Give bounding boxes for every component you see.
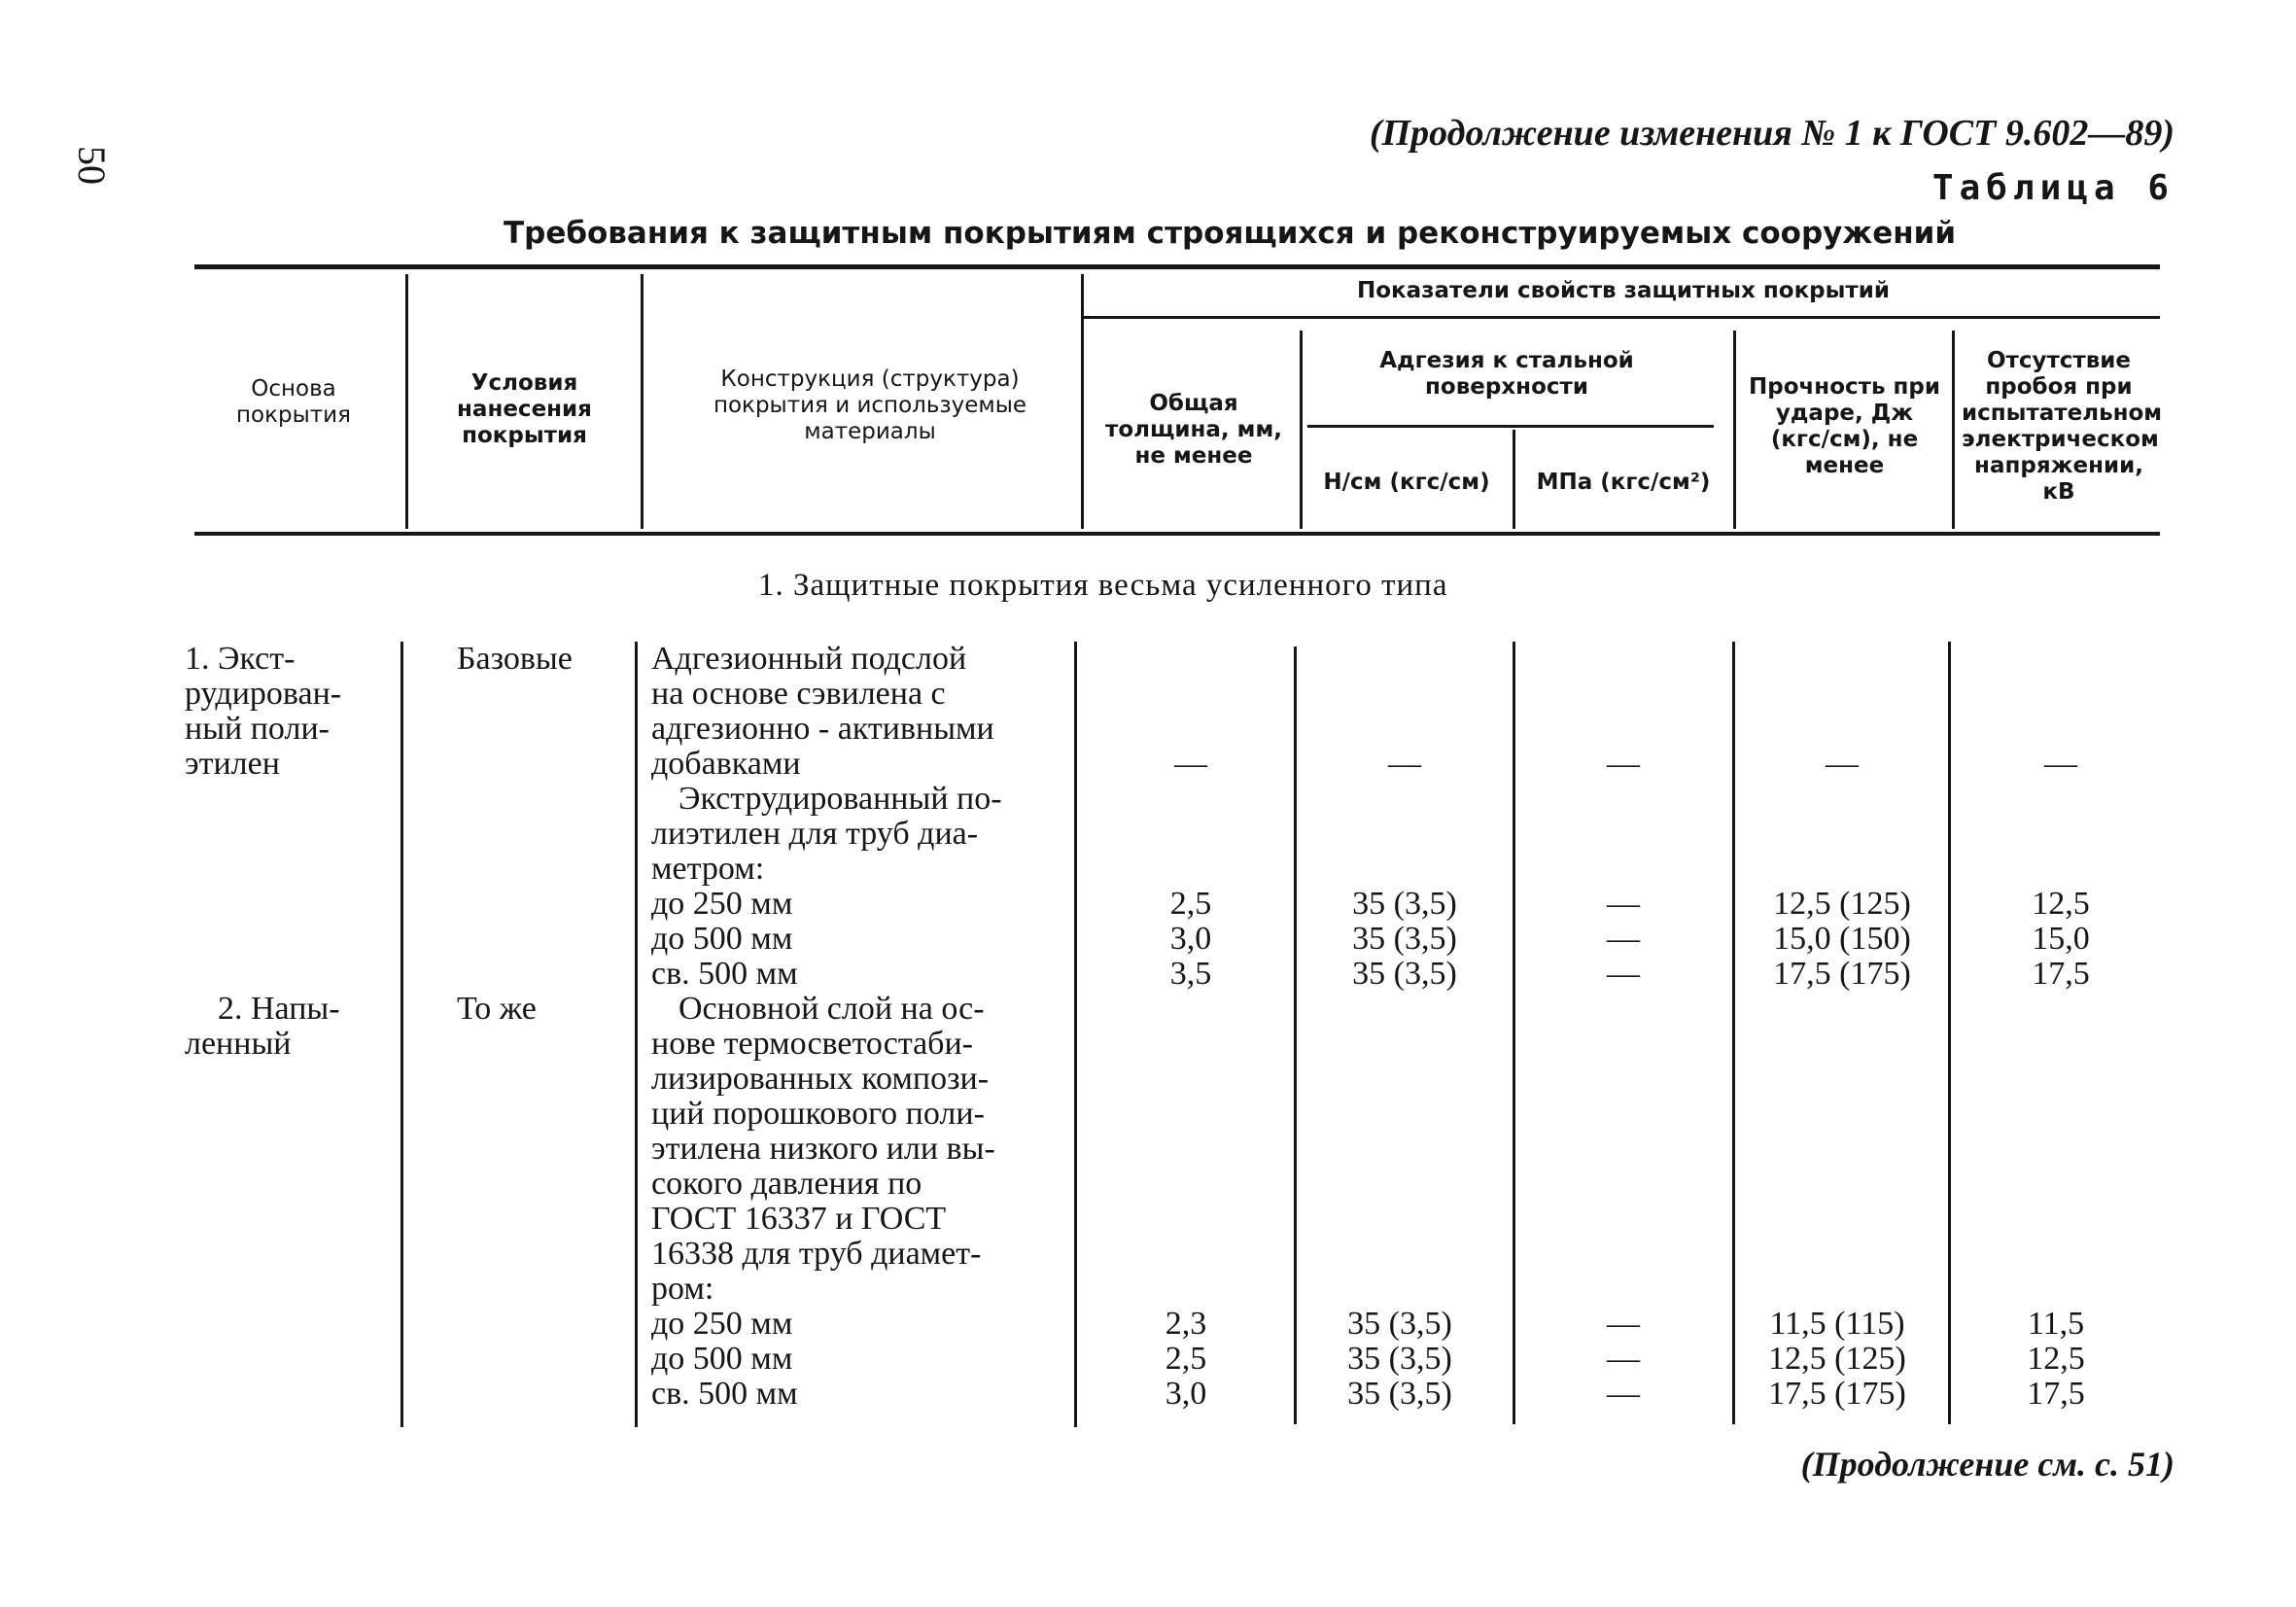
header-properties: Показатели свойств защитных покрытий bbox=[1356, 278, 1890, 303]
row1-adhesion-mpa-dash: — bbox=[1607, 746, 1640, 782]
row2-base: 2. Напы- ленный bbox=[185, 991, 340, 1062]
row2-adhesion-mpa-values: — — — bbox=[1607, 1306, 1640, 1412]
body-divider bbox=[400, 642, 403, 1427]
row1-adhesion-ncm-dash: — bbox=[1388, 746, 1421, 782]
row1-adhesion-ncm-values: 35 (3,5) 35 (3,5) 35 (3,5) bbox=[1352, 886, 1457, 992]
header-reference: (Продолжение изменения № 1 к ГОСТ 9.602—89) bbox=[1369, 113, 2174, 154]
header-divider bbox=[1733, 331, 1736, 529]
row1-conditions: Базовые bbox=[457, 641, 573, 677]
header-impact: Прочность при ударе, Дж (кгс/см), не менее bbox=[1749, 374, 1940, 478]
row1-base: 1. Экст- рудирован- ный поли- этилен bbox=[185, 641, 342, 782]
body-divider bbox=[635, 642, 638, 1427]
row1-breakdown-values: 12,5 15,0 17,5 bbox=[2032, 886, 2090, 992]
adhesion-rule bbox=[1307, 425, 1714, 428]
row1-impact-dash: — bbox=[1826, 746, 1859, 782]
header-thickness: Общая толщина, мм, не менее bbox=[1104, 391, 1282, 469]
row1-adhesion-mpa-values: — — — bbox=[1607, 886, 1640, 992]
header-divider bbox=[641, 274, 644, 529]
table-top-rule bbox=[194, 264, 2160, 269]
header-bottom-rule bbox=[194, 532, 2160, 536]
header-divider bbox=[1952, 331, 1955, 529]
header-divider bbox=[1081, 274, 1084, 529]
properties-rule bbox=[1083, 316, 2160, 319]
header-adhesion-ncm: Н/см (кгс/см) bbox=[1323, 470, 1490, 495]
body-divider bbox=[1513, 642, 1515, 1424]
header-adhesion: Адгезия к стальной поверхности bbox=[1379, 348, 1634, 400]
row2-conditions: То же bbox=[457, 991, 537, 1027]
table-title: Требования к защитным покрытиям строящихся и реконструируемых сооружений bbox=[504, 216, 1957, 251]
row2-description: Основной слой на ос- нове термосветостаби- лизированных компози- ций порошкового поли- этилена низкого или вы- сокого давления по ГОСТ 16337 и ГОСТ 16338 для труб диамет- ром: до 250 мм до 500 мм св. 500 мм bbox=[651, 991, 995, 1412]
body-divider bbox=[1294, 646, 1297, 1424]
body-divider bbox=[1948, 642, 1951, 1424]
page-number: 50 bbox=[70, 146, 114, 185]
header-divider bbox=[405, 274, 408, 529]
row2-adhesion-ncm-values: 35 (3,5) 35 (3,5) 35 (3,5) bbox=[1347, 1306, 1452, 1412]
header-divider bbox=[1513, 430, 1515, 529]
footer-reference: (Продолжение см. с. 51) bbox=[1800, 1445, 2174, 1484]
row1-description: Адгезионный подслой на основе сэвилена с адгезионно - активными добавками Экструдированный по- лиэтилен для труб диа- метром: до 250 мм до 500 мм св. 500 мм bbox=[651, 641, 1002, 992]
header-base: Основа покрытия bbox=[236, 376, 351, 428]
header-adhesion-mpa: МПа (кгс/см²) bbox=[1536, 470, 1711, 495]
section-title: 1. Защитные покрытия весьма усиленного типа bbox=[758, 568, 1448, 603]
body-divider bbox=[1074, 642, 1077, 1427]
row1-impact-values: 12,5 (125) 15,0 (150) 17,5 (175) bbox=[1773, 886, 1911, 992]
row2-breakdown-values: 11,5 12,5 17,5 bbox=[2027, 1306, 2085, 1412]
header-construction: Конструкция (структура) покрытия и используемые материалы bbox=[713, 367, 1027, 444]
row1-breakdown-dash: — bbox=[2044, 746, 2077, 782]
row2-impact-values: 11,5 (115) 12,5 (125) 17,5 (175) bbox=[1768, 1306, 1906, 1412]
table-label: Таблица 6 bbox=[1931, 168, 2174, 208]
header-divider bbox=[1300, 331, 1303, 529]
row1-thickness-dash: — bbox=[1174, 746, 1207, 782]
header-conditions: Условия нанесения покрытия bbox=[457, 370, 592, 448]
row2-thickness-values: 2,3 2,5 3,0 bbox=[1165, 1306, 1207, 1412]
row1-thickness-values: 2,5 3,0 3,5 bbox=[1169, 886, 1212, 992]
header-breakdown: Отсутствие пробоя при испытательном электрическом напряжении, кВ bbox=[1962, 348, 2163, 505]
